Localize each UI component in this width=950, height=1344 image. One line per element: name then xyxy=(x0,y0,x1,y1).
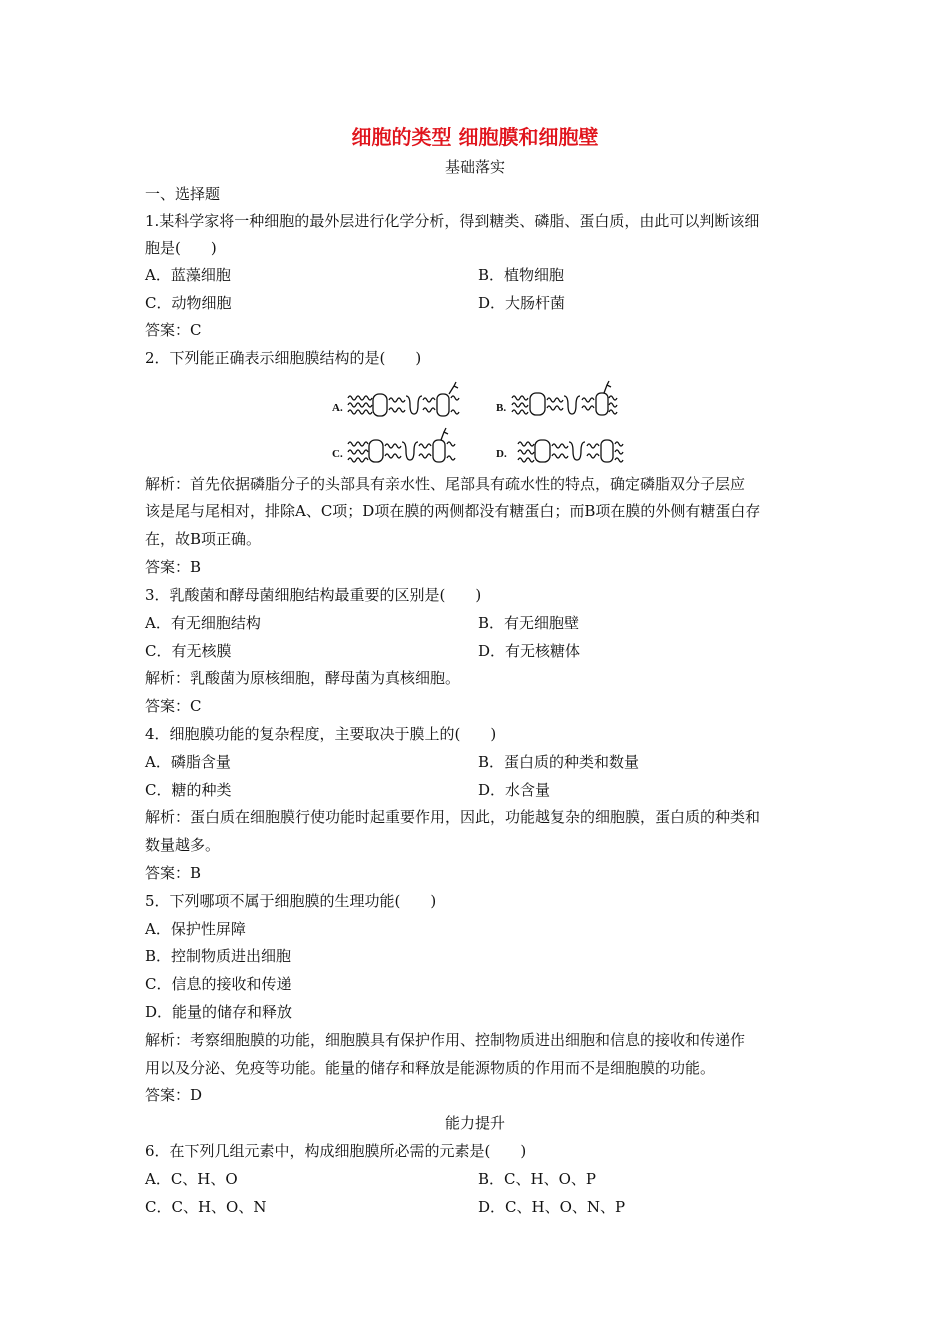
q1-option-c: C．动物细胞 xyxy=(145,294,232,312)
figure-label-b: B. xyxy=(496,402,507,414)
q2-explanation-line-1: 解析：首先依据磷脂分子的头部具有亲水性、尾部具有疏水性的特点，确定磷脂双分子层应 xyxy=(145,475,746,493)
q4-explanation-line-2: 数量越多。 xyxy=(145,836,221,854)
document-title: 细胞的类型 细胞膜和细胞壁 xyxy=(351,125,599,149)
q4-answer: 答案：B xyxy=(145,864,202,882)
q3-option-d: D．有无核糖体 xyxy=(478,642,581,660)
membrane-diagram-b xyxy=(512,381,617,415)
question-3-stem: 3．乳酸菌和酵母菌细胞结构最重要的区别是( ) xyxy=(145,586,482,604)
q3-explanation: 解析：乳酸菌为原核细胞，酵母菌为真核细胞。 xyxy=(145,669,461,687)
q3-option-c: C．有无核膜 xyxy=(145,642,232,660)
question-1-line-2: 胞是( ) xyxy=(145,239,217,257)
question-1-line-1: 1.某科学家将一种细胞的最外层进行化学分析，得到糖类、磷脂、蛋白质，由此可以判断该细 xyxy=(145,212,760,230)
q2-explanation-line-3: 在，故B项正确。 xyxy=(145,530,262,548)
q3-option-a: A．有无细胞结构 xyxy=(145,614,261,632)
membrane-diagram-a xyxy=(348,382,459,416)
q2-explanation-line-2: 该是尾与尾相对，排除A、C项；D项在膜的两侧都没有糖蛋白；而B项在膜的外侧有糖蛋白存 xyxy=(145,502,761,520)
part-heading: 一、选择题 xyxy=(145,185,221,203)
q6-option-d: D．C、H、O、N、P xyxy=(478,1198,626,1216)
section-heading-advanced: 能力提升 xyxy=(444,1114,505,1132)
q2-answer: 答案：B xyxy=(145,558,202,576)
q3-option-b: B．有无细胞壁 xyxy=(478,614,580,632)
figure-label-d: D. xyxy=(496,448,507,460)
figure-label-a: A. xyxy=(332,402,343,414)
q5-explanation-line-1: 解析：考察细胞膜的功能，细胞膜具有保护作用、控制物质进出细胞和信息的接收和传递作 xyxy=(145,1031,746,1049)
q5-option-a: A．保护性屏障 xyxy=(145,920,246,938)
question-2-stem: 2．下列能正确表示细胞膜结构的是( ) xyxy=(145,349,422,367)
q1-answer: 答案：C xyxy=(145,321,202,339)
membrane-structure-figure xyxy=(330,378,630,473)
membrane-diagram-c xyxy=(348,428,455,462)
q5-answer: 答案：D xyxy=(145,1086,203,1104)
q4-explanation-line-1: 解析：蛋白质在细胞膜行使功能时起重要作用，因此，功能越复杂的细胞膜，蛋白质的种类和 xyxy=(145,808,761,826)
membrane-diagrams xyxy=(330,378,630,473)
q6-option-c: C．C、H、O、N xyxy=(145,1198,267,1216)
q6-option-a: A．C、H、O xyxy=(145,1170,238,1188)
q1-option-d: D．大肠杆菌 xyxy=(478,294,566,312)
q4-option-c: C．糖的种类 xyxy=(145,781,232,799)
q4-option-b: B．蛋白质的种类和数量 xyxy=(478,753,640,771)
q1-option-a: A．蓝藻细胞 xyxy=(145,266,231,284)
membrane-diagram-d xyxy=(518,440,623,462)
figure-label-c: C. xyxy=(332,448,343,460)
q5-explanation-line-2: 用以及分泌、免疫等功能。能量的储存和释放是能源物质的作用而不是细胞膜的功能。 xyxy=(145,1059,716,1077)
q4-option-d: D．水含量 xyxy=(478,781,551,799)
q4-option-a: A．磷脂含量 xyxy=(145,753,231,771)
q5-option-b: B．控制物质进出细胞 xyxy=(145,947,292,965)
q5-option-c: C．信息的接收和传递 xyxy=(145,975,292,993)
q1-option-b: B．植物细胞 xyxy=(478,266,565,284)
question-4-stem: 4．细胞膜功能的复杂程度，主要取决于膜上的( ) xyxy=(145,725,497,743)
q3-answer: 答案：C xyxy=(145,697,202,715)
q5-option-d: D．能量的储存和释放 xyxy=(145,1003,293,1021)
question-6-stem: 6．在下列几组元素中，构成细胞膜所必需的元素是( ) xyxy=(145,1142,527,1160)
q6-option-b: B．C、H、O、P xyxy=(478,1170,596,1188)
section-heading-basics: 基础落实 xyxy=(444,158,505,176)
question-5-stem: 5．下列哪项不属于细胞膜的生理功能( ) xyxy=(145,892,437,910)
